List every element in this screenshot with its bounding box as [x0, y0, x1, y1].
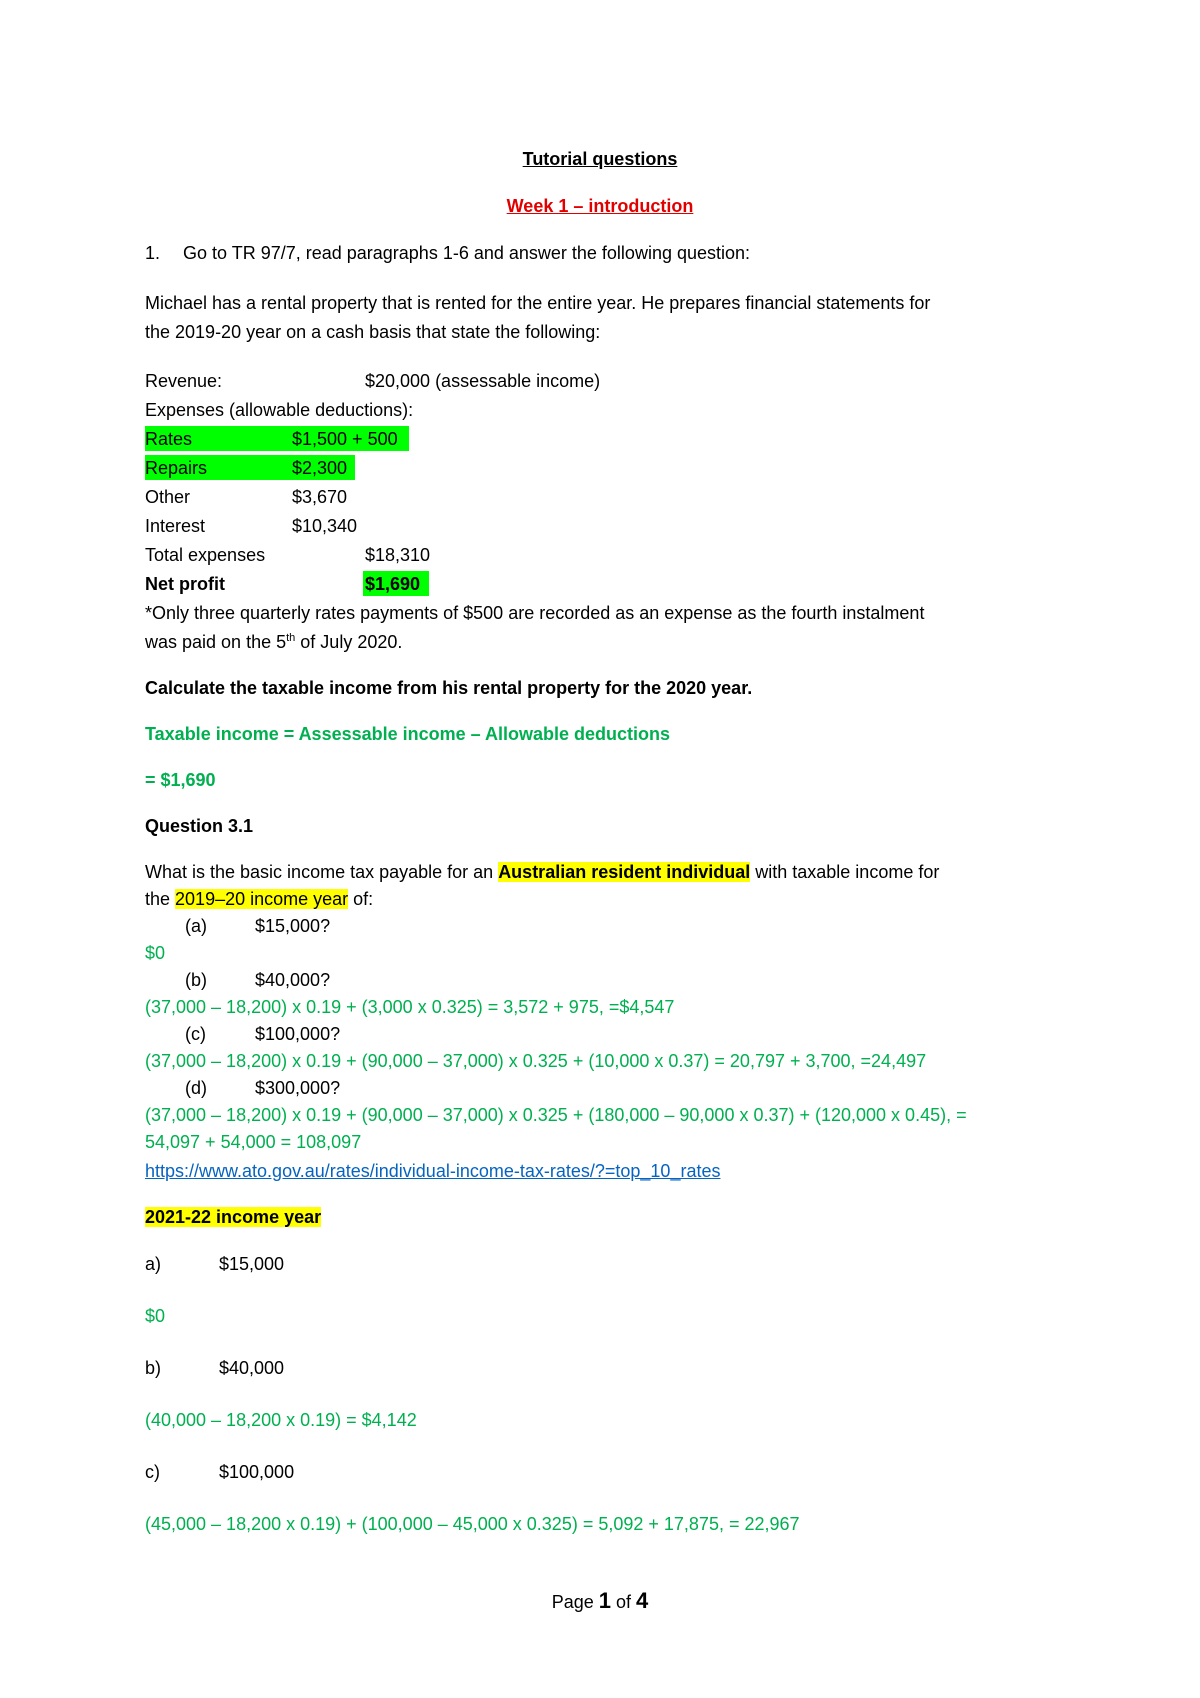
interest-value: $10,340	[292, 516, 358, 536]
page-total: 4	[636, 1588, 649, 1613]
page-footer: Page 1 of 4	[551, 1588, 649, 1613]
y2122-item-c-amount: $100,000	[219, 1462, 295, 1482]
net-profit-value: $1,690	[365, 574, 421, 594]
q31-item-b-answer: (37,000 – 18,200) x 0.19 + (3,000 x 0.325) = 3,572 + 975, =$4,547	[145, 997, 675, 1017]
scenario-line-1: Michael has a rental property that is rented for the entire year. He prepares financial statements for	[145, 293, 931, 313]
y2122-item-c-answer: (45,000 – 18,200 x 0.19) + (100,000 – 45,000 x 0.325) = 5,092 + 17,875, = 22,967	[145, 1514, 800, 1534]
note-superscript: th	[286, 632, 296, 644]
repairs-label: Repairs	[145, 458, 208, 478]
q31-item-d-letter: (d)	[185, 1078, 207, 1098]
q1-answer-formula: Taxable income = Assessable income – Allowable deductions	[145, 724, 671, 744]
q31-item-b-amount: $40,000?	[255, 970, 331, 990]
total-expenses-value: $18,310	[365, 545, 431, 565]
ato-rates-link[interactable]: https://www.ato.gov.au/rates/individual-income-tax-rates/?=top_10_rates	[145, 1161, 721, 1181]
doc-title: Tutorial questions	[522, 149, 678, 169]
q31-intro-line-2: the 2019–20 income year of:	[145, 889, 374, 909]
q31-item-a-amount: $15,000?	[255, 916, 331, 936]
y2122-item-a-letter: a)	[145, 1254, 162, 1274]
repairs-value: $2,300	[292, 458, 348, 478]
scenario-line-2: the 2019-20 year on a cash basis that state the following:	[145, 322, 601, 342]
q31-intro-line-1: What is the basic income tax payable for an Australian resident individual with taxable income for	[145, 862, 940, 882]
expenses-heading: Expenses (allowable deductions):	[145, 400, 414, 420]
note-line-1: *Only three quarterly rates payments of $500 are recorded as an expense as the fourth instalment	[145, 603, 925, 623]
week-heading: Week 1 – introduction	[506, 196, 694, 216]
q31-item-d-answer: (37,000 – 18,200) x 0.19 + (90,000 – 37,000) x 0.325 + (180,000 – 90,000 x 0.37) + (120,000 x 0.45), =	[145, 1105, 967, 1125]
net-profit-label: Net profit	[145, 574, 225, 594]
q31-heading: Question 3.1	[145, 816, 254, 836]
q1-instruction: Calculate the taxable income from his rental property for the 2020 year.	[145, 678, 753, 698]
q1-text: Go to TR 97/7, read paragraphs 1-6 and answer the following question:	[183, 243, 751, 263]
q31-item-d-answer-line-2: 54,097 + 54,000 = 108,097	[145, 1132, 362, 1152]
y2122-item-b-letter: b)	[145, 1358, 162, 1378]
y2122-item-c-letter: c)	[145, 1462, 160, 1482]
other-label: Other	[145, 487, 191, 507]
australian-resident-highlight: Australian resident individual	[498, 862, 751, 882]
q31-item-c-amount: $100,000?	[255, 1024, 341, 1044]
q31-item-c-answer: (37,000 – 18,200) x 0.19 + (90,000 – 37,000) x 0.325 + (10,000 x 0.37) = 20,797 + 3,700, =24,497	[145, 1051, 927, 1071]
q31-item-a-letter: (a)	[185, 916, 207, 936]
y2122-heading: 2021-22 income year	[145, 1207, 322, 1227]
page-number: 1	[598, 1588, 611, 1613]
y2122-item-a-amount: $15,000	[219, 1254, 285, 1274]
q31-item-b-letter: (b)	[185, 970, 207, 990]
interest-label: Interest	[145, 516, 206, 536]
rates-label: Rates	[145, 429, 193, 449]
y2122-item-b-answer: (40,000 – 18,200 x 0.19) = $4,142	[145, 1410, 417, 1430]
income-year-highlight: 2019–20 income year	[175, 889, 349, 909]
q31-item-c-letter: (c)	[185, 1024, 206, 1044]
other-value: $3,670	[292, 487, 348, 507]
q1-answer-value: = $1,690	[145, 770, 216, 790]
revenue-label: Revenue:	[145, 371, 223, 391]
q31-item-d-amount: $300,000?	[255, 1078, 341, 1098]
rates-value: $1,500 + 500	[292, 429, 398, 449]
y2122-item-b-amount: $40,000	[219, 1358, 285, 1378]
total-expenses-label: Total expenses	[145, 545, 266, 565]
q1-number: 1.	[145, 243, 161, 263]
note-line-2: was paid on the 5th of July 2020.	[145, 632, 403, 652]
revenue-value: $20,000 (assessable income)	[365, 371, 601, 391]
q31-item-a-answer: $0	[145, 943, 166, 963]
y2122-item-a-answer: $0	[145, 1306, 166, 1326]
